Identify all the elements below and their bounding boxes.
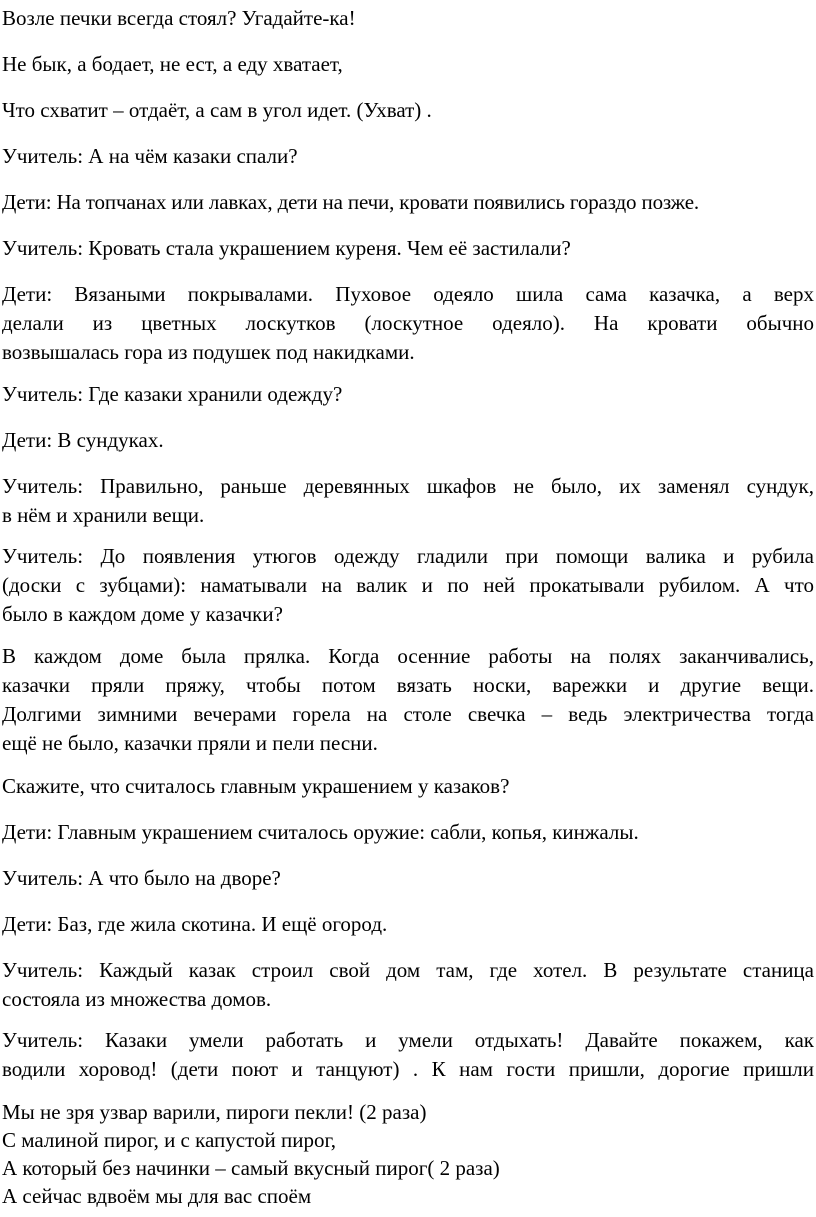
text-line: возвышалась гора из подушек под накидками.	[2, 340, 415, 364]
spinning-wheel-paragraph	[2, 642, 814, 758]
text-line: Дети: Вязаными покрывалами. Пуховое одеяло шила сама казачка, а верх	[2, 282, 814, 306]
children-answer-weapons	[2, 818, 814, 847]
riddle-line-2	[2, 50, 814, 79]
teacher-stanitsa-explanation	[2, 956, 814, 1014]
lyric-line: А который без начинки – самый вкусный пирог( 2 раза)	[2, 1156, 500, 1180]
text-line: Учитель: Кровать стала украшением куреня. Чем её застилали?	[2, 236, 571, 260]
text-line: Учитель: Казаки умели работать и умели отдыхать! Давайте покажем, как	[2, 1028, 814, 1052]
text-line: Учитель: До появления утюгов одежду гладили при помощи валика и рубила	[2, 544, 814, 568]
text-line: водили хоровод! (дети поют и танцуют) . К нам гости пришли, дорогие пришли	[2, 1057, 814, 1081]
lyric-line: С малиной пирог, и с капустой пирог,	[2, 1128, 336, 1152]
text-line: в нём и хранили вещи.	[2, 503, 205, 527]
text-line: Что схватит – отдаёт, а сам в угол идет. (Ухват) .	[2, 98, 432, 122]
text-line: Учитель: А что было на дворе?	[2, 866, 281, 890]
text-line: В каждом доме была прялка. Когда осенние работы на полях заканчивались,	[2, 644, 814, 668]
text-line: Учитель: Правильно, раньше деревянных шкафов не было, их заменял сундук,	[2, 474, 814, 498]
text-line: Дети: На топчанах или лавках, дети на печи, кровати появились гораздо позже.	[2, 190, 700, 214]
teacher-khorovod-intro	[2, 1026, 814, 1084]
text-line: Не бык, а бодает, не ест, а еду хватает,	[2, 52, 343, 76]
children-answer-sleep	[2, 188, 814, 217]
teacher-question-clothes	[2, 380, 814, 409]
text-line: Учитель: А на чём казаки спали?	[2, 144, 298, 168]
text-line: Дети: В сундуках.	[2, 428, 164, 452]
teacher-ironing-explanation	[2, 542, 814, 629]
text-line: было в каждом доме у казачки?	[2, 602, 283, 626]
children-answer-yard	[2, 910, 814, 939]
lyric-line: Мы не зря узвар варили, пироги пекли! (2 раза)	[2, 1100, 427, 1124]
text-line: состояла из множества домов.	[2, 987, 272, 1011]
text-line: Учитель: Где казаки хранили одежду?	[2, 382, 343, 406]
teacher-question-yard	[2, 864, 814, 893]
text-line: Долгими зимними вечерами горела на столе свечка – ведь электричества тогда	[2, 702, 814, 726]
song-lyrics	[2, 1098, 814, 1210]
text-line: ещё не было, казачки пряли и пели песни.	[2, 731, 378, 755]
text-line: Скажите, что считалось главным украшением у казаков?	[2, 774, 510, 798]
children-answer-chests	[2, 426, 814, 455]
lyric-line: А сейчас вдвоём мы для вас споём	[2, 1184, 312, 1208]
text-line: Дети: Главным украшением считалось оружие: сабли, копья, кинжалы.	[2, 820, 639, 844]
children-answer-bed	[2, 280, 814, 367]
text-line: Учитель: Каждый казак строил свой дом там, где хотел. В результате станица	[2, 958, 814, 982]
text-line: Возле печки всегда стоял? Угадайте-ка!	[2, 6, 356, 30]
riddle-line-1	[2, 4, 814, 33]
teacher-question-sleep	[2, 142, 814, 171]
question-decoration	[2, 772, 814, 801]
text-line: Дети: Баз, где жила скотина. И ещё огород.	[2, 912, 388, 936]
teacher-question-bed	[2, 234, 814, 263]
teacher-chest-explanation	[2, 472, 814, 530]
riddle-line-3	[2, 96, 814, 125]
text-line: делали из цветных лоскутков (лоскутное одеяло). На кровати обычно	[2, 311, 814, 335]
text-line: (доски с зубцами): наматывали на валик и по ней прокатывали рубилом. А что	[2, 573, 814, 597]
text-line: казачки пряли пряжу, чтобы потом вязать носки, варежки и другие вещи.	[2, 673, 814, 697]
